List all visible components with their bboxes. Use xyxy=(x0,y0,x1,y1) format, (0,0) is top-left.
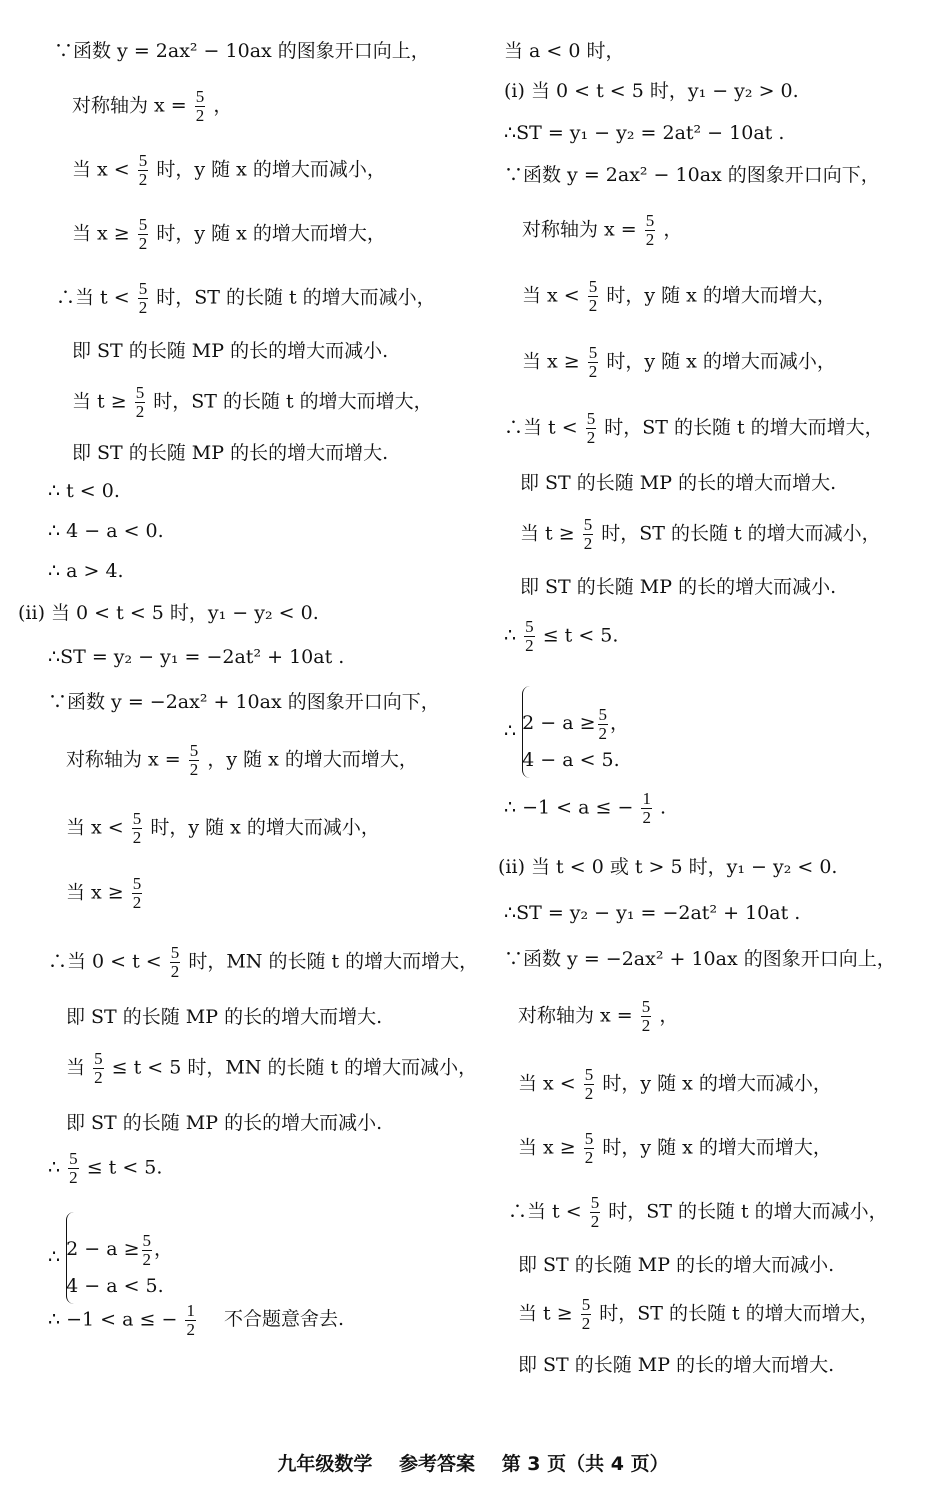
fraction: $\frac{5}{2}$ xyxy=(525,617,534,655)
right-line: 当 x ≥ $\frac{5}{2}$ 时，y 随 x 的增大而减小， xyxy=(522,343,836,381)
fraction: $\frac{5}{2}$ xyxy=(138,279,148,317)
left-line: 对称轴为 x = $\frac{5}{2}$ ，y 随 x 的增大而增大， xyxy=(66,741,418,779)
fraction: $\frac{5}{2}$ xyxy=(69,1149,78,1187)
right-line: 当 a < 0 时， xyxy=(504,40,625,62)
left-line: ∴ t < 0. xyxy=(48,480,120,502)
right-line: 对称轴为 x = $\frac{5}{2}$ ， xyxy=(518,997,679,1035)
right-line: ∴当 t < $\frac{5}{2}$ 时，ST 的长随 t 的增大而增大， xyxy=(504,409,884,447)
right-line: 即 ST 的长随 MP 的长的增大而减小. xyxy=(518,1254,835,1276)
footer-page: 第 3 页（共 4 页） xyxy=(501,1453,669,1475)
left-line: ∴ 4 − a < 0. xyxy=(48,520,164,542)
right-line: ∴ $\frac{5}{2}$ ≤ t < 5. xyxy=(504,617,619,655)
fraction: $\frac{5}{2}$ xyxy=(138,151,148,189)
right-line: 当 x ≥ $\frac{5}{2}$ 时，y 随 x 的增大而增大， xyxy=(518,1129,832,1167)
page-footer xyxy=(0,1449,946,1476)
fraction: $\frac{5}{2}$ xyxy=(94,1049,103,1087)
footer-type: 参考答案 xyxy=(399,1453,476,1475)
left-line: 即 ST 的长随 MP 的长的增大而减小. xyxy=(66,1112,383,1134)
left-line: 当 $\frac{5}{2}$ ≤ t < 5 时，MN 的长随 t 的增大而减小， xyxy=(66,1049,478,1087)
left-line: ∴当 t < $\frac{5}{2}$ 时，ST 的长随 t 的增大而减小， xyxy=(56,279,436,317)
left-line: 当 t ≥ $\frac{5}{2}$ 时，ST 的长随 t 的增大而增大， xyxy=(72,383,433,421)
right-line: (ii) 当 t < 0 或 t > 5 时，y₁ − y₂ < 0. xyxy=(498,856,838,878)
right-line: ∴当 t < $\frac{5}{2}$ 时，ST 的长随 t 的增大而减小， xyxy=(508,1193,888,1231)
left-line: 当 x < $\frac{5}{2}$ 时，y 随 x 的增大而减小， xyxy=(66,809,380,847)
fraction: $\frac{5}{2}$ xyxy=(584,1129,594,1167)
right-line: (i) 当 0 < t < 5 时，y₁ − y₂ > 0. xyxy=(504,80,799,102)
fraction: $\frac{5}{2}$ xyxy=(132,809,142,847)
left-line: ∵函数 y = 2ax² − 10ax 的图象开口向上， xyxy=(54,40,430,62)
fraction: $\frac{5}{2}$ xyxy=(645,211,655,249)
right-line: 即 ST 的长随 MP 的长的增大而减小. xyxy=(520,576,837,598)
right-line: ∴ST = y₁ − y₂ = 2at² − 10at . xyxy=(504,122,785,144)
left-line: 对称轴为 x = $\frac{5}{2}$ ， xyxy=(72,87,233,125)
right-line: 即 ST 的长随 MP 的长的增大而增大. xyxy=(518,1354,835,1376)
fraction: $\frac{5}{2}$ xyxy=(583,515,593,553)
right-line: 当 x < $\frac{5}{2}$ 时，y 随 x 的增大而减小， xyxy=(518,1065,832,1103)
left-line: ∵函数 y = −2ax² + 10ax 的图象开口向下， xyxy=(48,691,440,713)
right-line: 当 x < $\frac{5}{2}$ 时，y 随 x 的增大而增大， xyxy=(522,277,836,315)
right-line: 当 t ≥ $\frac{5}{2}$ 时，ST 的长随 t 的增大而减小， xyxy=(520,515,881,553)
left-line: 即 ST 的长随 MP 的长的增大而增大. xyxy=(72,442,389,464)
fraction: $\frac{5}{2}$ xyxy=(641,997,651,1035)
fraction: $\frac{5}{2}$ xyxy=(586,409,596,447)
fraction: $\frac{5}{2}$ xyxy=(138,215,148,253)
fraction: $\frac{5}{2}$ xyxy=(135,383,145,421)
left-line: 当 x < $\frac{5}{2}$ 时，y 随 x 的增大而减小， xyxy=(72,151,386,189)
left-line: ∴ 2 − a ≥ $\frac{5}{2}$ ， 4 − a < 5. xyxy=(48,1212,173,1304)
fraction: $\frac{5}{2}$ xyxy=(189,741,199,779)
right-line: ∴ −1 < a ≤ − $\frac{1}{2}$ . xyxy=(504,789,667,827)
left-line: 即 ST 的长随 MP 的长的增大而增大. xyxy=(66,1006,383,1028)
fraction: $\frac{5}{2}$ xyxy=(170,943,180,981)
fraction: $\frac{5}{2}$ xyxy=(588,343,598,381)
left-line: ∴ST = y₂ − y₁ = −2at² + 10at . xyxy=(48,646,345,668)
equation-system: 2 − a ≥ $\frac{5}{2}$ ， 4 − a < 5. xyxy=(522,686,629,778)
right-line: ∴ST = y₂ − y₁ = −2at² + 10at . xyxy=(504,902,801,924)
right-line: 即 ST 的长随 MP 的长的增大而增大. xyxy=(520,472,837,494)
fraction: $\frac{5}{2}$ xyxy=(195,87,205,125)
left-line: 当 x ≥ $\frac{5}{2}$ 时，y 随 x 的增大而增大， xyxy=(72,215,386,253)
fraction: $\frac{5}{2}$ xyxy=(584,1065,594,1103)
right-line: ∵函数 y = 2ax² − 10ax 的图象开口向下， xyxy=(504,164,880,186)
equation-system: 2 − a ≥ $\frac{5}{2}$ ， 4 − a < 5. xyxy=(66,1212,173,1304)
fraction: $\frac{5}{2}$ xyxy=(581,1295,591,1333)
left-line: ∴当 0 < t < $\frac{5}{2}$ 时，MN 的长随 t 的增大而增大， xyxy=(48,943,479,981)
left-line: ∴ −1 < a ≤ − $\frac{1}{2}$ 不合题意舍去. xyxy=(48,1301,345,1339)
fraction: $\frac{5}{2}$ xyxy=(590,1193,600,1231)
right-line: ∴ 2 − a ≥ $\frac{5}{2}$ ， 4 − a < 5. xyxy=(504,686,629,778)
left-line: ∴ $\frac{5}{2}$ ≤ t < 5. xyxy=(48,1149,163,1187)
left-line: ∴ a > 4. xyxy=(48,560,124,582)
right-line: 对称轴为 x = $\frac{5}{2}$ ， xyxy=(522,211,683,249)
fraction: $\frac{1}{2}$ xyxy=(642,789,651,827)
left-line: 当 x ≥ $\frac{5}{2}$ xyxy=(66,874,142,912)
right-line: ∵函数 y = −2ax² + 10ax 的图象开口向上， xyxy=(504,948,896,970)
fraction: $\frac{1}{2}$ xyxy=(186,1301,195,1339)
fraction: $\frac{5}{2}$ xyxy=(588,277,598,315)
left-line: (ii) 当 0 < t < 5 时，y₁ − y₂ < 0. xyxy=(18,602,319,624)
footer-subject: 九年级数学 xyxy=(277,1453,373,1475)
right-line: 当 t ≥ $\frac{5}{2}$ 时，ST 的长随 t 的增大而增大， xyxy=(518,1295,879,1333)
left-line: 即 ST 的长随 MP 的长的增大而减小. xyxy=(72,340,389,362)
fraction: $\frac{5}{2}$ xyxy=(132,874,142,912)
